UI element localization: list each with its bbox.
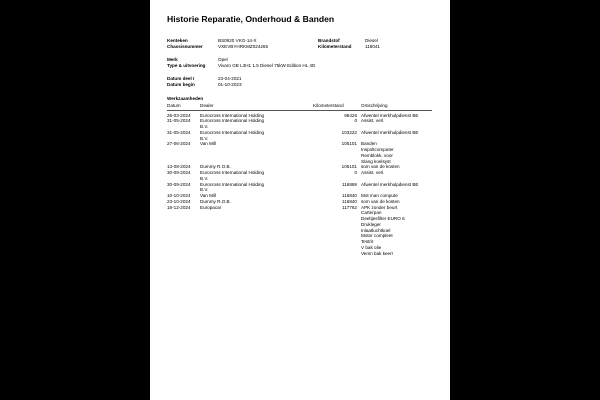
row-description: APK zonder beurt: [361, 204, 398, 210]
row-description: Remblokk. voor: [361, 152, 393, 158]
chassis-label: Chassisnummer: [167, 44, 203, 49]
row-dealer: Eurocross International Holding: [200, 112, 265, 118]
row-date: 18-12-2024: [167, 204, 191, 210]
row-km: 105101: [341, 141, 357, 147]
col-omschrijving: Omschrijving: [361, 103, 388, 108]
row-description: V bak olie: [361, 244, 382, 250]
begin-value: 01-10-2023: [218, 82, 242, 87]
row-date: 30-09-2024: [167, 170, 191, 175]
row-description: Inlaatluchtkoel: [361, 227, 391, 233]
type-label: Type & uitvoering: [167, 63, 206, 68]
row-dealer: B.V.: [200, 187, 209, 193]
row-dealer: Europacar: [200, 204, 222, 210]
row-description: Slang koelsyst: [361, 158, 391, 164]
row-km: 117762: [342, 204, 357, 210]
section-title: Werkzaamheden: [167, 96, 204, 101]
chassis-value: VXEVBYHRKMZ024265: [218, 44, 269, 49]
row-description: Versn bak keerr: [361, 250, 394, 256]
row-date: 31-05-2024: [167, 129, 191, 135]
row-km: 105101: [341, 164, 357, 170]
kenteken-label: Kenteken: [167, 38, 188, 43]
row-description: som van de kosten: [361, 198, 400, 204]
deel1-value: 23-04-2021: [218, 76, 242, 81]
row-dealer: Dummy R.O.B.: [200, 198, 231, 204]
row-dealer: Van Mill: [200, 193, 216, 198]
row-date: 27-06-2024: [167, 141, 191, 147]
row-description: Afwentel merkhulpdienst BE: [361, 112, 419, 118]
row-dealer: Eurocross International Holding: [200, 170, 265, 175]
row-date: 31-05-2024: [167, 118, 191, 124]
row-dealer: Eurocross International Holding: [200, 129, 265, 135]
row-date: 23-10-2024: [167, 198, 191, 204]
row-km: 98426: [344, 112, 357, 118]
document-page: [150, 0, 450, 400]
row-dealer: B.V.: [200, 175, 209, 181]
page-title: Historie Reparatie, Onderhoud & Banden: [167, 14, 335, 24]
row-description: Inspoltcomputer: [361, 147, 394, 152]
row-date: 30-09-2024: [167, 181, 191, 187]
row-description: Mot man compute: [361, 193, 398, 198]
row-dealer: Dummy R.O.B.: [200, 164, 231, 170]
row-km: 116840: [342, 198, 357, 204]
brandstof-value: Diesel: [365, 38, 378, 43]
row-description: Carterpan: [361, 210, 382, 216]
row-date: 13-08-2024: [167, 164, 191, 170]
row-description: Banden: [361, 141, 377, 147]
brandstof-label: Brandstof: [318, 38, 340, 43]
row-dealer: Van Mill: [200, 141, 216, 147]
row-km: 116840: [342, 193, 357, 198]
deel1-label: Datum deel I: [167, 76, 195, 81]
row-description: Motor compleet: [361, 233, 393, 239]
row-dealer: B.V.: [200, 124, 209, 129]
row-dealer: B.V.: [200, 135, 209, 141]
row-description: Assist. verl.: [361, 118, 385, 124]
merk-value: Opel: [218, 57, 228, 62]
kenteken-value: BS0920 VKG-14-X: [218, 38, 257, 43]
row-date: 26-03-2024: [167, 112, 191, 118]
row-km: 0: [354, 170, 357, 175]
type-value: Vivaro GB L3H1 1.5 Diesel 75kW Edition HL 4D: [218, 63, 316, 68]
row-dealer: Eurocross International Holding: [200, 118, 265, 124]
row-description: Testrit: [361, 239, 374, 244]
begin-label: Datum begin: [167, 82, 195, 87]
row-description: Deeltjesfilter EURO 6: [361, 216, 405, 221]
row-dealer: Eurocross International Holding: [200, 181, 265, 187]
col-datum: Datum: [167, 103, 181, 108]
row-description: Afwentel merkhulpdienst BE: [361, 129, 419, 135]
row-km: 103222: [341, 129, 357, 135]
row-km: 116869: [342, 181, 357, 187]
km-label: Kilometerstand: [318, 44, 352, 49]
row-description: Afwentel merkhulpdienst BE: [361, 181, 419, 187]
row-date: 10-10-2024: [167, 193, 191, 198]
col-kilometerstand: Kilometerstand: [313, 103, 344, 108]
row-description: Drukleger: [361, 221, 381, 227]
col-dealer: Dealer: [200, 103, 214, 108]
row-km: 0: [354, 118, 357, 124]
row-description: som van de kosten: [361, 164, 400, 170]
km-value: 118041: [365, 44, 380, 49]
header-rule: [167, 110, 432, 111]
row-description: Assist. verl.: [361, 170, 385, 175]
merk-label: Merk: [167, 57, 178, 62]
